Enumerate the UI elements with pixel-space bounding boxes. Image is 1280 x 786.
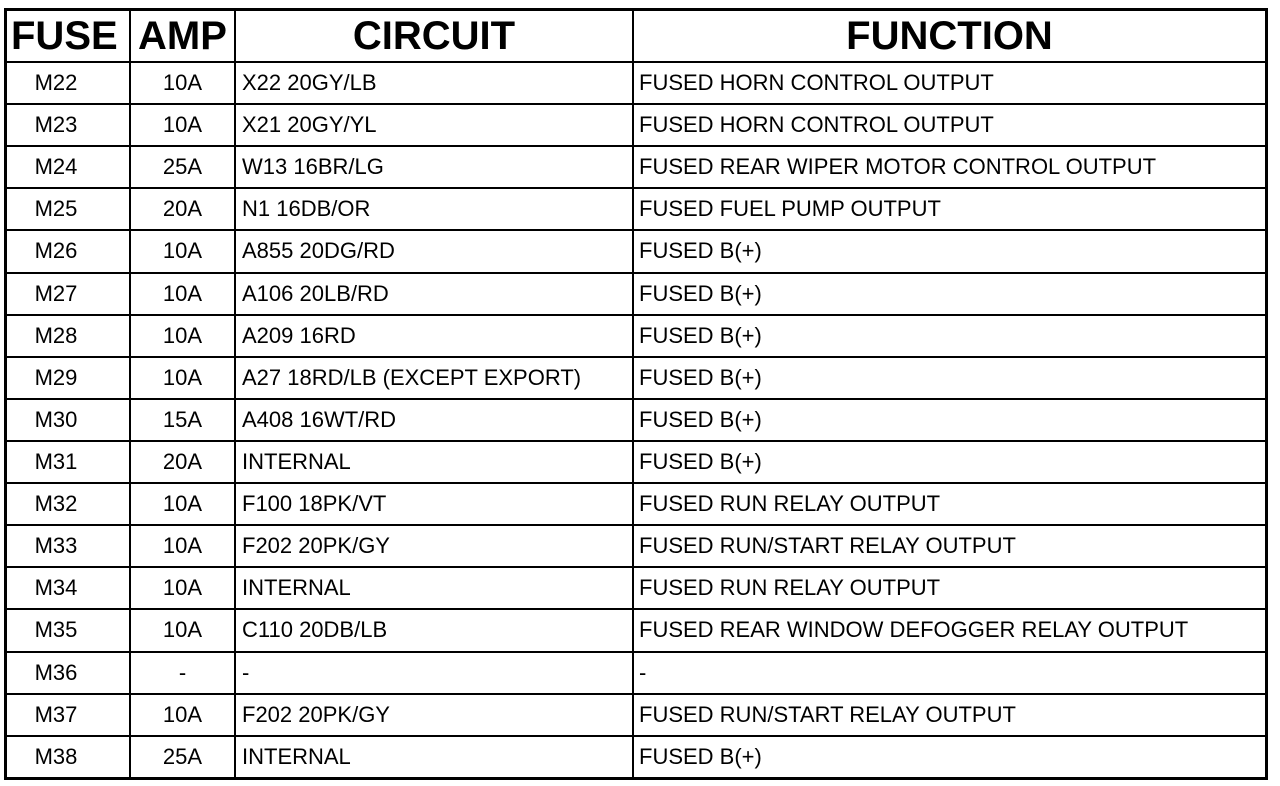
table-row xyxy=(7,652,1265,694)
fuse-cell: M36 xyxy=(7,652,130,694)
table-row xyxy=(7,230,1265,272)
circuit-cell: F100 18PK/VT xyxy=(235,483,633,525)
circuit-cell: W13 16BR/LG xyxy=(235,146,633,188)
amp-cell: 10A xyxy=(130,567,235,609)
table-header-row xyxy=(7,11,1265,62)
fuse-cell: M29 xyxy=(7,357,130,399)
fuse-cell: M28 xyxy=(7,315,130,357)
function-cell: FUSED HORN CONTROL OUTPUT xyxy=(633,62,1265,104)
column-header-circuit: CIRCUIT xyxy=(235,11,633,62)
amp-cell: 10A xyxy=(130,315,235,357)
table-body xyxy=(7,62,1265,777)
fuse-cell: M38 xyxy=(7,736,130,777)
fuse-cell: M23 xyxy=(7,104,130,146)
circuit-cell: N1 16DB/OR xyxy=(235,188,633,230)
column-header-fuse: FUSE xyxy=(7,11,130,62)
function-cell: FUSED RUN RELAY OUTPUT xyxy=(633,567,1265,609)
function-cell: FUSED REAR WIPER MOTOR CONTROL OUTPUT xyxy=(633,146,1265,188)
circuit-cell: A106 20LB/RD xyxy=(235,273,633,315)
column-header-function: FUNCTION xyxy=(633,11,1265,62)
circuit-cell: - xyxy=(235,652,633,694)
fuse-cell: M37 xyxy=(7,694,130,736)
function-cell: FUSED REAR WINDOW DEFOGGER RELAY OUTPUT xyxy=(633,609,1265,651)
function-cell: FUSED B(+) xyxy=(633,357,1265,399)
amp-cell: 20A xyxy=(130,441,235,483)
table-row xyxy=(7,441,1265,483)
circuit-cell: C110 20DB/LB xyxy=(235,609,633,651)
fuse-cell: M31 xyxy=(7,441,130,483)
table-row xyxy=(7,567,1265,609)
circuit-cell: X22 20GY/LB xyxy=(235,62,633,104)
table-row xyxy=(7,315,1265,357)
circuit-cell: A855 20DG/RD xyxy=(235,230,633,272)
function-cell: FUSED RUN RELAY OUTPUT xyxy=(633,483,1265,525)
fuse-table xyxy=(7,11,1265,777)
amp-cell: 10A xyxy=(130,62,235,104)
circuit-cell: INTERNAL xyxy=(235,567,633,609)
amp-cell: 10A xyxy=(130,104,235,146)
circuit-cell: INTERNAL xyxy=(235,736,633,777)
amp-cell: 10A xyxy=(130,357,235,399)
fuse-table-container xyxy=(4,8,1268,780)
circuit-cell: X21 20GY/YL xyxy=(235,104,633,146)
table-row xyxy=(7,483,1265,525)
table-row xyxy=(7,609,1265,651)
fuse-cell: M26 xyxy=(7,230,130,272)
amp-cell: 10A xyxy=(130,483,235,525)
table-row xyxy=(7,188,1265,230)
amp-cell: 10A xyxy=(130,609,235,651)
column-header-amp: AMP xyxy=(130,11,235,62)
fuse-cell: M33 xyxy=(7,525,130,567)
table-row xyxy=(7,399,1265,441)
function-cell: FUSED B(+) xyxy=(633,315,1265,357)
amp-cell: 25A xyxy=(130,146,235,188)
table-row xyxy=(7,694,1265,736)
amp-cell: 25A xyxy=(130,736,235,777)
table-row xyxy=(7,146,1265,188)
function-cell: FUSED B(+) xyxy=(633,736,1265,777)
circuit-cell: INTERNAL xyxy=(235,441,633,483)
fuse-cell: M22 xyxy=(7,62,130,104)
fuse-cell: M27 xyxy=(7,273,130,315)
table-row xyxy=(7,104,1265,146)
table-row xyxy=(7,525,1265,567)
circuit-cell: F202 20PK/GY xyxy=(235,525,633,567)
amp-cell: 10A xyxy=(130,273,235,315)
circuit-cell: A408 16WT/RD xyxy=(235,399,633,441)
function-cell: FUSED RUN/START RELAY OUTPUT xyxy=(633,525,1265,567)
table-row xyxy=(7,357,1265,399)
fuse-cell: M34 xyxy=(7,567,130,609)
fuse-cell: M30 xyxy=(7,399,130,441)
amp-cell: 10A xyxy=(130,525,235,567)
function-cell: FUSED B(+) xyxy=(633,441,1265,483)
table-row xyxy=(7,273,1265,315)
function-cell: - xyxy=(633,652,1265,694)
function-cell: FUSED FUEL PUMP OUTPUT xyxy=(633,188,1265,230)
function-cell: FUSED RUN/START RELAY OUTPUT xyxy=(633,694,1265,736)
table-row xyxy=(7,736,1265,777)
table-row xyxy=(7,62,1265,104)
circuit-cell: A27 18RD/LB (EXCEPT EXPORT) xyxy=(235,357,633,399)
fuse-cell: M25 xyxy=(7,188,130,230)
amp-cell: 20A xyxy=(130,188,235,230)
function-cell: FUSED HORN CONTROL OUTPUT xyxy=(633,104,1265,146)
function-cell: FUSED B(+) xyxy=(633,230,1265,272)
fuse-cell: M32 xyxy=(7,483,130,525)
fuse-cell: M24 xyxy=(7,146,130,188)
circuit-cell: F202 20PK/GY xyxy=(235,694,633,736)
fuse-cell: M35 xyxy=(7,609,130,651)
amp-cell: - xyxy=(130,652,235,694)
amp-cell: 15A xyxy=(130,399,235,441)
circuit-cell: A209 16RD xyxy=(235,315,633,357)
function-cell: FUSED B(+) xyxy=(633,273,1265,315)
amp-cell: 10A xyxy=(130,230,235,272)
amp-cell: 10A xyxy=(130,694,235,736)
function-cell: FUSED B(+) xyxy=(633,399,1265,441)
